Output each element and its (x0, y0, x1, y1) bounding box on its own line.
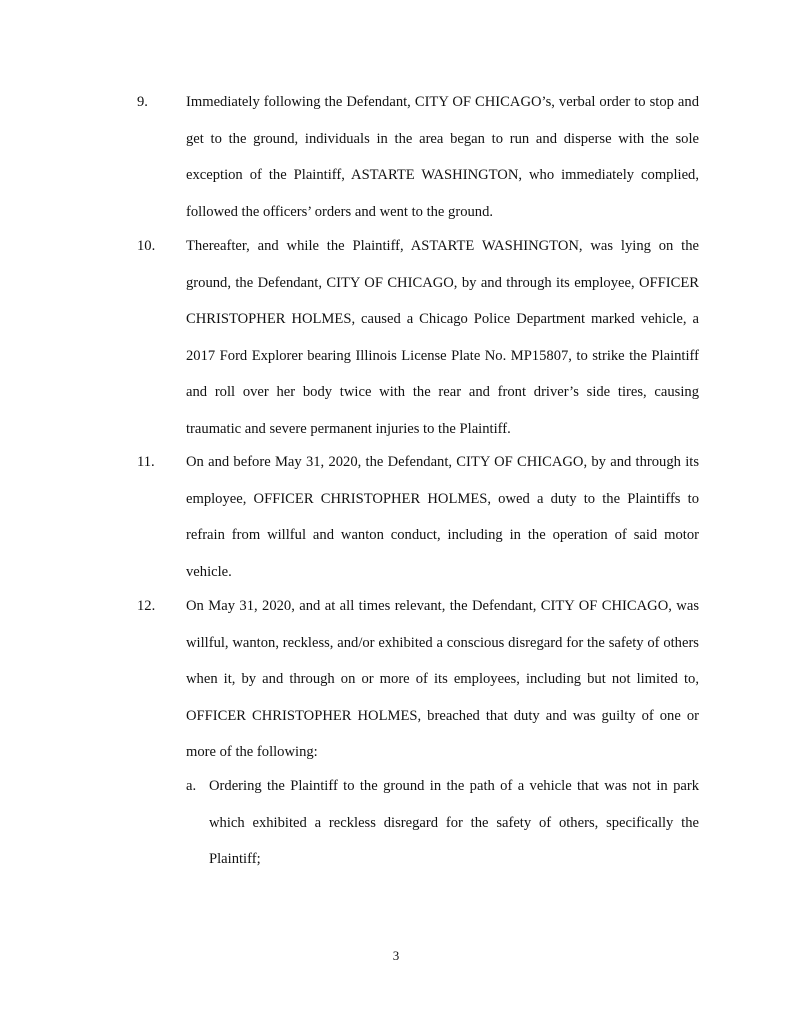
paragraph-number: 12. (137, 598, 156, 614)
paragraph-text: Thereafter, and while the Plaintiff, ASTARTE WASHINGTON, was lying on the ground, the Defendant, CITY OF CHICAGO, by and through its employee, OFFICER CHRISTOPHER HOLMES, caused a Chicago Police Department marked vehicle, a 2017 Ford Explorer bearing Illinois License Plate No. MP15807, to strike the Plaintiff and roll over her body twice with the rear and front driver’s side tires, causing traumatic and severe permanent injuries to the Plaintiff. (186, 238, 699, 437)
paragraph-number: 11. (137, 454, 155, 470)
page-number: 3 (392, 948, 400, 963)
paragraph-text: On May 31, 2020, and at all times relevant, the Defendant, CITY OF CHICAGO, was willful, wanton, reckless, and/or exhibited a conscious disregard for the safety of others when it, by and through on or more of its employees, including but not limited to, OFFICER CHRISTOPHER HOLMES, breached that duty and was guilty of one or more of the following: (186, 598, 699, 760)
paragraph-text: Immediately following the Defendant, CITY OF CHICAGO’s, verbal order to stop and get to the ground, individuals in the area began to run and disperse with the sole exception of the Plaintiff, ASTARTE WASHINGTON, who immediately complied, followed the officers’ orders and went to the ground. (186, 94, 699, 220)
subparagraph-text: Ordering the Plaintiff to the ground in the path of a vehicle that was not in park which exhibited a reckless disregard for the safety of others, specifically the Plaintiff; (209, 778, 699, 867)
paragraph-text: On and before May 31, 2020, the Defendant, CITY OF CHICAGO, by and through its employee, OFFICER CHRISTOPHER HOLMES, owed a duty to the Plaintiffs to refrain from willful and wanton conduct, including in the operation of said motor vehicle. (186, 454, 699, 580)
paragraph-number: 9. (137, 94, 148, 110)
subparagraph-label: a. (186, 778, 197, 794)
paragraph-number: 10. (137, 238, 156, 254)
